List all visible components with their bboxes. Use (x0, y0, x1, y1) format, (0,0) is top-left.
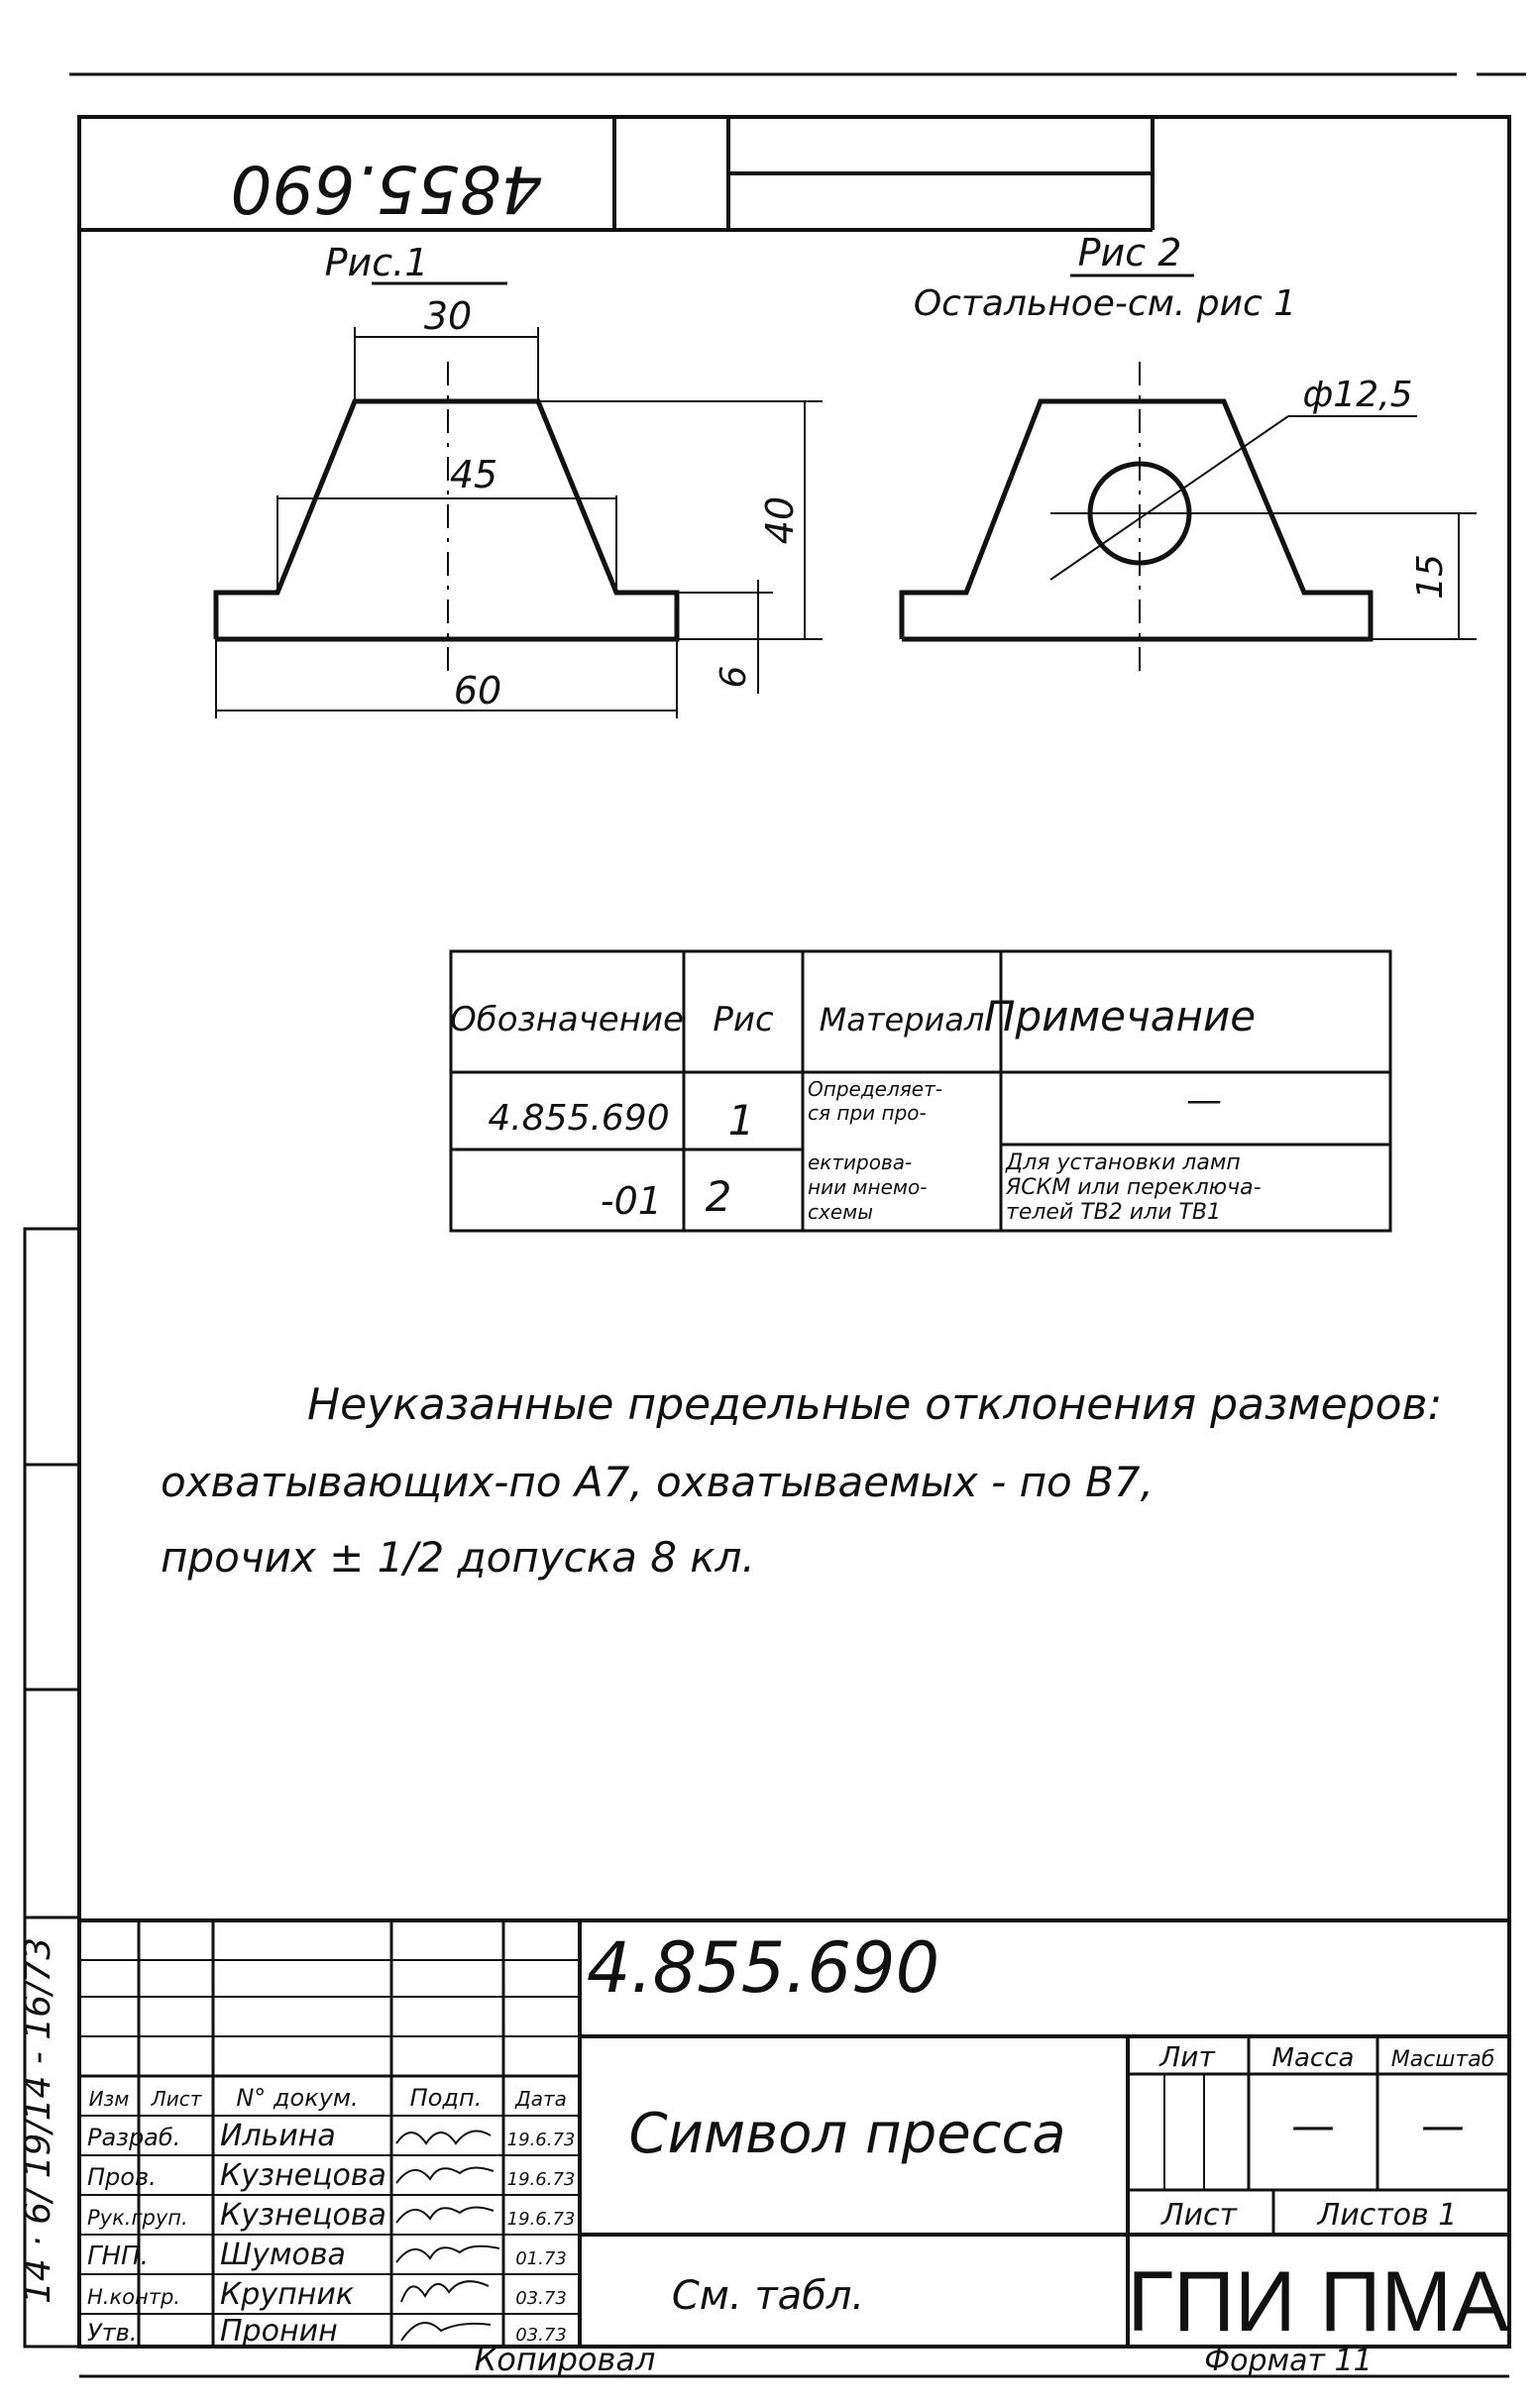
tb-name-1: Ильина (220, 2119, 336, 2153)
fig2-dim-15: 15 (1410, 554, 1451, 600)
tb-signature-1 (396, 2132, 491, 2144)
tb-header-doc: N° докум. (236, 2084, 359, 2112)
tb-name-3: Кузнецова (220, 2198, 386, 2233)
spec-row2-note-line-3: телей ТВ2 или ТВ1 (1006, 1200, 1221, 1225)
tb-role-1: Разраб. (87, 2124, 181, 2151)
tb-role-2: Пров. (87, 2163, 157, 2191)
tb-signature-2 (396, 2167, 494, 2183)
tb-header-list: Лист (151, 2087, 202, 2111)
note-line-1: Неуказанные предельные отклонения размеров: (307, 1379, 1443, 1430)
spec-header-figure: Рис (713, 1000, 774, 1039)
spec-material-line-5: схемы (808, 1200, 874, 1224)
spec-material-line-1: Определяет- (808, 1077, 942, 1101)
spec-header-note: Примечание (983, 992, 1257, 1040)
tb-role-6: Утв. (87, 2319, 138, 2347)
footer-copied: Копировал (474, 2341, 656, 2378)
spec-row1-note: — (1186, 1080, 1222, 1121)
header-code-rotated: 4855.690 (230, 151, 543, 227)
tb-date-1: 19.6.73 (506, 2130, 576, 2150)
spec-row1-figure: 1 (727, 1096, 755, 1145)
tb-organization: ГПИ ПМА (1127, 2254, 1509, 2350)
tb-header-izm: Изм (88, 2087, 130, 2111)
tb-signature-3 (396, 2207, 494, 2223)
fig2-dim-hole: ф12,5 (1302, 375, 1413, 415)
tb-role-4: ГНП. (87, 2242, 149, 2271)
tb-name-5: Крупник (220, 2277, 354, 2312)
tb-date-4: 01.73 (515, 2248, 567, 2269)
fig1-dim-40: 40 (758, 495, 802, 545)
fig2-title: Рис 2 (1077, 231, 1182, 274)
fig1-dim-30: 30 (423, 294, 473, 338)
spec-material-line-2: ся при про- (808, 1101, 927, 1125)
fig1-dim-60: 60 (453, 669, 502, 712)
spec-material-line-3: ектирова- (808, 1150, 913, 1174)
fig1-title: Рис.1 (324, 241, 429, 284)
title-block (79, 1920, 1509, 2350)
figure-1 (216, 241, 823, 718)
fig1-part-outline (216, 401, 677, 639)
tb-signature-5 (401, 2281, 489, 2302)
note-line-3: прочих ± 1/2 допуска 8 кл. (161, 1533, 755, 1582)
figure-2 (902, 231, 1477, 674)
left-strip-text: 14 · 6/ 19/14 - 16/73 (18, 1937, 58, 2304)
tb-date-5: 03.73 (515, 2288, 567, 2309)
tb-name-4: Шумова (220, 2238, 346, 2272)
tb-date-3: 19.6.73 (506, 2209, 576, 2230)
tb-signature-4 (396, 2246, 499, 2262)
tb-scale-label: Масштаб (1390, 2047, 1495, 2072)
note-line-2: охватывающих-по А7, охватываемых - по В7, (161, 1458, 1154, 1506)
spec-header-material: Материал (819, 1001, 985, 1039)
tb-date-2: 19.6.73 (506, 2169, 576, 2190)
tb-role-5: Н.контр. (87, 2285, 180, 2309)
tb-mass-label: Масса (1271, 2043, 1355, 2073)
spec-row2-note-line-2: ЯСКМ или переключа- (1006, 1175, 1262, 1200)
tb-date-6: 03.73 (515, 2325, 567, 2346)
left-strip (18, 1229, 79, 2347)
tb-header-date: Дата (515, 2087, 567, 2111)
spec-table (450, 951, 1390, 1231)
tb-name-6: Пронин (220, 2314, 338, 2349)
footer-format: Формат 11 (1204, 2344, 1373, 2378)
tb-scale-value: — (1421, 2101, 1465, 2151)
tb-role-3: Рук.груп. (87, 2206, 188, 2230)
technical-notes (161, 1379, 1442, 1582)
spec-header-designation: Обозначение (450, 1000, 684, 1039)
tb-sheets-label: Листов 1 (1317, 2198, 1458, 2233)
tb-signature-6 (401, 2323, 491, 2341)
tb-material: См. табл. (671, 2273, 865, 2319)
spec-row1-designation: 4.855.690 (488, 1098, 670, 1139)
tb-doc-number: 4.855.690 (586, 1927, 940, 2009)
tb-lit-label: Лит (1159, 2040, 1215, 2073)
tb-mass-value: — (1291, 2101, 1335, 2151)
spec-row2-figure: 2 (705, 1172, 732, 1221)
spec-row2-designation: -01 (600, 1179, 662, 1223)
fig2-subtitle: Остальное-см. рис 1 (913, 283, 1297, 324)
tb-name-2: Кузнецова (220, 2158, 386, 2193)
spec-row2-note-line-1: Для установки ламп (1006, 1150, 1241, 1175)
fig1-dim-6: 6 (714, 665, 754, 689)
tb-header-sign: Подп. (409, 2084, 483, 2112)
tb-item-name: Символ пресса (628, 2102, 1066, 2166)
fig1-dim-45: 45 (449, 453, 498, 496)
tb-sheet-label: Лист (1160, 2198, 1238, 2233)
spec-material-line-4: нии мнемо- (808, 1175, 928, 1199)
